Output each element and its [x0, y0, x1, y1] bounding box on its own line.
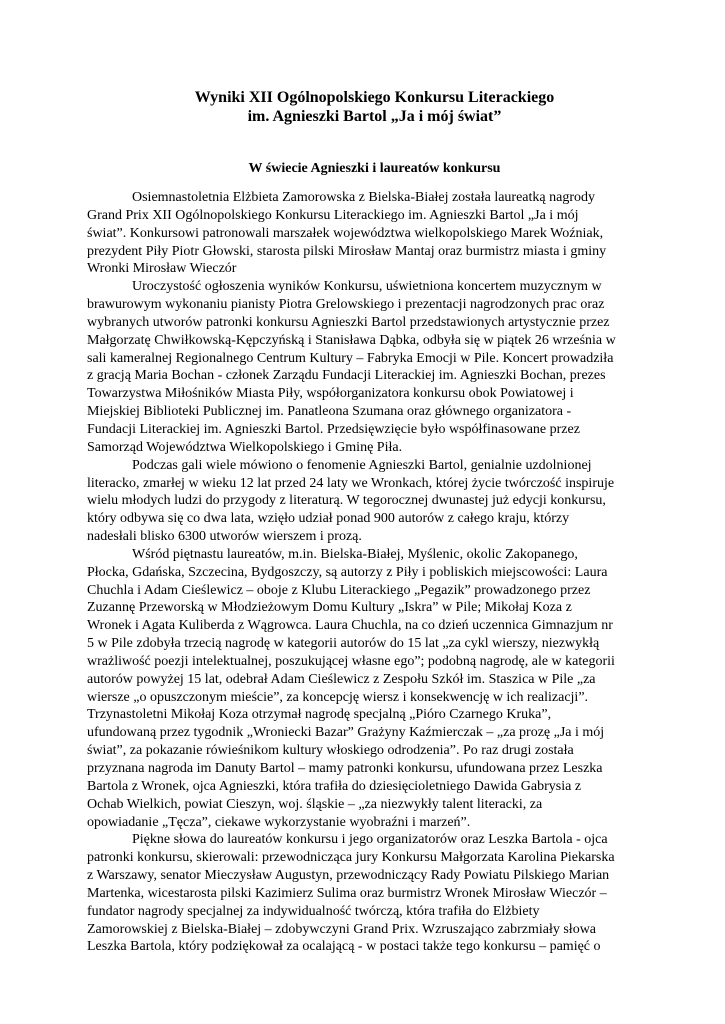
paragraph-line: ufundowaną przez tygodnik „Wroniecki Bazar” Grażyny Kaźmierczak – „za prozę „Ja i mój [87, 725, 605, 741]
paragraph-line: nadesłali blisko 6300 utworów wierszem i prozą. [87, 529, 362, 545]
paragraph-line: wiersze „o opuszczonym mieście”, za koncepcję wiersz i konsekwencję w ich realizacji”. [87, 689, 589, 705]
paragraph-line: Podczas gali wiele mówiono o fenomenie Agnieszki Bartol, genialnie uzdolnionej [132, 457, 592, 473]
paragraph-line: Chuchla i Adam Cieślewicz – oboje z Klubu Literackiego „Pegazik” prowadzonego przez [87, 582, 591, 598]
paragraph-line: wrażliwość poezji intelektualnej, poszukującej własne ego”; podobną nagrodę, ale w kategorii [87, 653, 615, 669]
paragraph-line: Bartola z Wronek, ojca Agnieszki, która trafiła do dziesięcioletniego Dawida Gabrysia z [87, 778, 582, 794]
paragraph-line: Fundacji Literackiej im. Agnieszki Bartol. Przedsięwzięcie było współfinasowane przez [87, 421, 580, 437]
paragraph-line: który odbywa się co dwa lata, wzięło udział ponad 900 autorów z całego kraju, którzy [87, 511, 570, 527]
article-subtitle: W świecie Agnieszki i laureatów konkursu [248, 161, 501, 176]
paragraph-line: prezydent Piły Piotr Głowski, starosta pilski Mirosław Mantaj oraz burmistrz miasta i gminy [87, 243, 607, 259]
paragraph-line: Wronki Mirosław Wieczór [87, 261, 237, 277]
paragraph-line: Małgorzatę Chwiłkowską-Kępczyńską i Stanisława Dąbka, odbyła się w piątek 26 września w [87, 332, 616, 348]
paragraph-line: Uroczystość ogłoszenia wyników Konkursu, uświetniona koncertem muzycznym w [132, 279, 602, 295]
article-paragraph [87, 546, 641, 832]
paragraph-line: Trzynastoletni Mikołaj Koza otrzymał nagrodę specjalną „Pióro Czarnego Kruka”, [87, 707, 552, 723]
paragraph-line: Grand Prix XII Ogólnopolskiego Konkursu Literackiego im. Agnieszki Bartol „Ja i mój [87, 207, 579, 223]
document-title-line-2: im. Agnieszki Bartol „Ja i mój świat” [247, 108, 502, 125]
paragraph-line: autorów powyżej 15 lat, odebrał Adam Cieślewicz z Zespołu Szkół im. Staszica w Pile „za [87, 671, 596, 687]
paragraph-line: świat”, za pokazanie rówieśnikom kultury włoskiego odrodzenia”. Po raz drugi została [87, 743, 574, 759]
article-paragraph [87, 831, 641, 956]
paragraph-line: brawurowym wykonaniu pianisty Piotra Grelowskiego i prezentacji nagrodzonych prac oraz [87, 297, 605, 313]
paragraph-line: Piękne słowa do laureatów konkursu i jego organizatorów oraz Leszka Bartola - ojca [132, 832, 608, 848]
paragraph-line: Ochab Wielkich, powiat Cieszyn, woj. śląskie – „za niezwykły talent literacki, za [87, 796, 543, 812]
paragraph-line: literacko, zmarłej w wieku 12 lat przed 24 laty we Wronkach, której życie twórczość inspiruje [87, 475, 615, 491]
article-paragraph [87, 278, 641, 456]
paragraph-line: Martenka, wicestarosta pilski Kazimierz Sulima oraz burmistrz Wronek Mirosław Wieczór – [87, 885, 607, 901]
paragraph-line: Towarzystwa Miłośników Miasta Piły, współorganizatora konkursu obok Powiatowej i [87, 386, 574, 402]
paragraph-line: Leszka Bartola, który podziękował za ocalającą - w postaci także tego konkursu – pamięć o [87, 939, 601, 955]
paragraph-line: Miejskiej Biblioteki Publicznej im. Panatleona Szumana oraz głównego organizatora - [87, 404, 572, 420]
paragraph-line: wielu młodych ludzi do przygody z literaturą. W tegorocznej dwunastej już edycji konkursu, [87, 493, 606, 509]
paragraph-line: Wśród piętnastu laureatów, m.in. Bielska-Białej, Myślenic, okolic Zakopanego, [132, 546, 578, 562]
paragraph-line: Zamorowskiej z Bielska-Białej – zdobywczyni Grand Prix. Wzruszająco zabrzmiały słowa [87, 921, 597, 937]
article-paragraph [87, 189, 641, 278]
paragraph-line: Osiemnastoletnia Elżbieta Zamorowska z Bielska-Białej została laureatką nagrody [132, 190, 595, 205]
paragraph-line: z gracją Maria Bochan - członek Zarządu Fundacji Literackiej im. Agnieszki Bochan, prezes [87, 368, 606, 384]
paragraph-line: przyznana nagroda im Danuty Bartol – mamy patronki konkursu, ufundowana przez Leszka [87, 761, 603, 776]
paragraph-line: sali kameralnej Regionalnego Centrum Kultury – Fabryka Emocji w Pile. Koncert prowadziła [87, 350, 614, 366]
paragraph-line: Zuzannę Przeworską w Młodzieżowym Domu Kultury „Iskra” w Pile; Mikołaj Koza z [87, 600, 572, 616]
paragraph-line: wybranych utworów patronki konkursu Agnieszki Bartol przedstawionych artystycznie przez [87, 314, 610, 330]
paragraph-line: opowiadanie „Tęcza”, ciekawe wykorzystanie wyobraźni i marzeń”. [87, 814, 471, 830]
article-paragraph [87, 457, 641, 546]
document-title-line-1: Wyniki XII Ogólnopolskiego Konkursu Literackiego [194, 89, 555, 106]
paragraph-line: patronki konkursu, skierowali: przewodnicząca jury Konkursu Małgorzata Karolina Piekarska [87, 850, 615, 866]
paragraph-line: 5 w Pile zdobyła trzecią nagrodę w kategorii autorów do 15 lat „za cykl wierszy, niezwykłą [87, 636, 600, 652]
paragraph-line: Samorząd Województwa Wielkopolskiego i Gminę Piła. [87, 439, 403, 455]
paragraph-line: Płocka, Gdańska, Szczecina, Bydgoszczy, są autorzy z Piły i pobliskich miejscowości: Laura [87, 564, 608, 580]
paragraph-line: świat”. Konkursowi patronowali marszałek województwa wielkopolskiego Marek Woźniak, [87, 225, 604, 241]
paragraph-line: fundator nagrody specjalnej za indywidualność twórczą, która trafiła do Elżbiety [87, 903, 540, 919]
article-body [87, 189, 641, 956]
paragraph-line: z Warszawy, senator Mieczysław Augustyn, przewodniczący Rady Powiatu Pilskiego Marian [87, 868, 610, 884]
paragraph-line: Wronek i Agata Kuliberda z Wągrowca. Laura Chuchla, na co dzień uczennica Gimnazjum nr [87, 618, 613, 634]
